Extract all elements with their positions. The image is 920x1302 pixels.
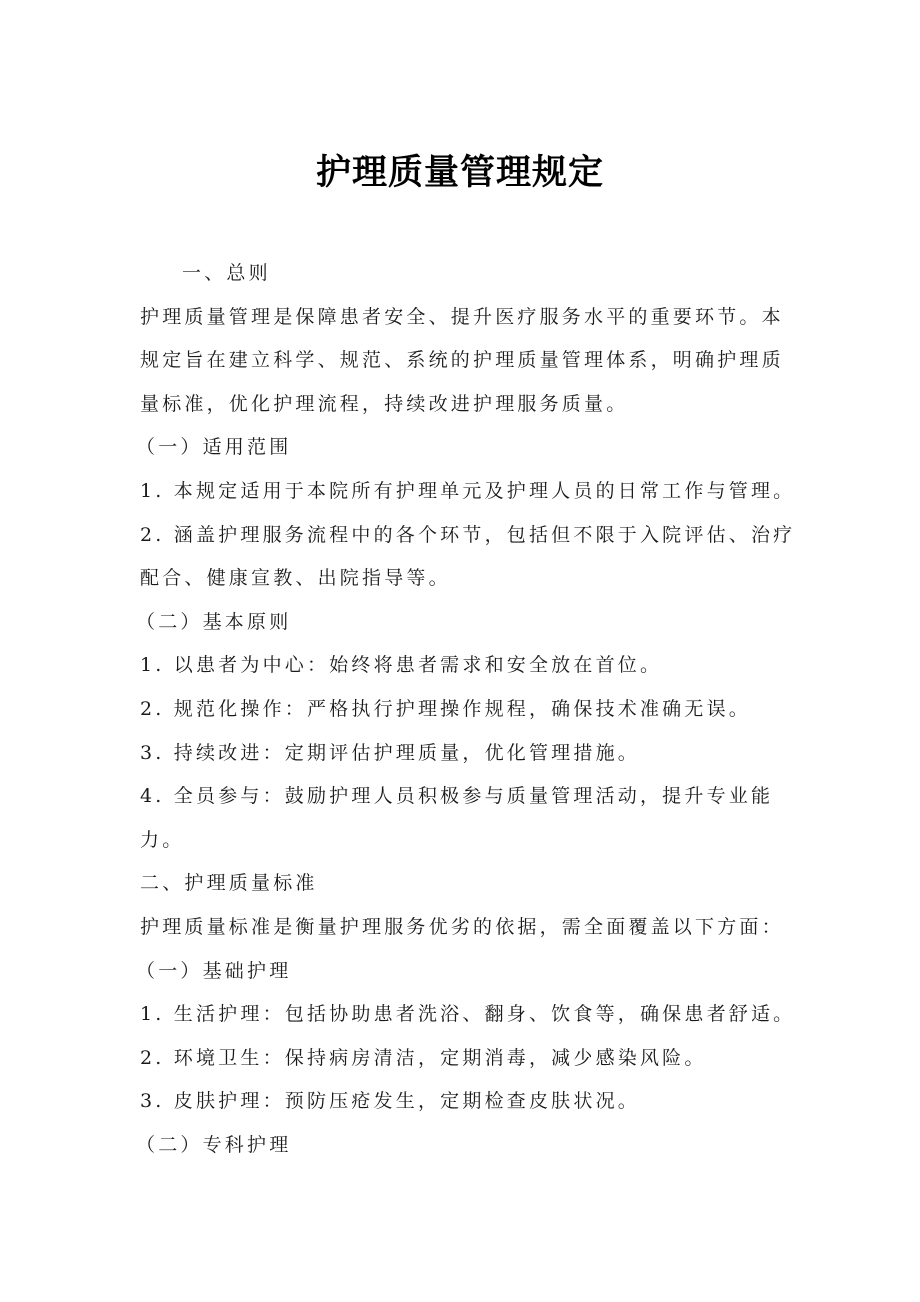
section-heading-quality-standards: 二、护理质量标准 (140, 872, 318, 895)
sub-heading-principles: （二）基本原则 (136, 610, 292, 633)
sub-heading-specialty-care: （二）专科护理 (136, 1133, 292, 1156)
paragraph-line: 规定旨在建立科学、规范、系统的护理质量管理体系，明确护理质 (140, 349, 784, 372)
paragraph-line: 护理质量标准是衡量护理服务优劣的依据，需全面覆盖以下方面： (140, 915, 784, 938)
list-item: 2. 规范化操作：严格执行护理操作规程，确保技术准确无误。 (140, 697, 751, 720)
paragraph-line: 量标准，优化护理流程，持续改进护理服务质量。 (140, 392, 629, 415)
paragraph-line: 护理质量管理是保障患者安全、提升医疗服务水平的重要环节。本 (140, 305, 784, 328)
list-item: 1. 本规定适用于本院所有护理单元及护理人员的日常工作与管理。 (140, 479, 796, 502)
list-item: 3. 皮肤护理：预防压疮发生，定期检查皮肤状况。 (140, 1090, 640, 1113)
list-item-continuation: 配合、健康宣教、出院指导等。 (140, 567, 451, 590)
sub-heading-scope: （一）适用范围 (136, 436, 292, 459)
document-body (136, 252, 796, 1167)
list-item: 1. 以患者为中心：始终将患者需求和安全放在首位。 (140, 654, 663, 677)
list-item: 3. 持续改进：定期评估护理质量，优化管理措施。 (140, 741, 640, 764)
list-item: 4. 全员参与：鼓励护理人员积极参与质量管理活动，提升专业能 (140, 785, 774, 808)
list-item: 2. 涵盖护理服务流程中的各个环节，包括但不限于入院评估、治疗 (140, 523, 796, 546)
document-title: 护理质量管理规定 (315, 153, 604, 193)
list-item: 2. 环境卫生：保持病房清洁，定期消毒，减少感染风险。 (140, 1046, 707, 1069)
list-item-continuation: 力。 (140, 828, 185, 851)
list-item: 1. 生活护理：包括协助患者洗浴、翻身、饮食等，确保患者舒适。 (140, 1003, 796, 1026)
sub-heading-basic-care: （一）基础护理 (136, 959, 292, 982)
section-heading-general: 一、总则 (182, 262, 271, 284)
